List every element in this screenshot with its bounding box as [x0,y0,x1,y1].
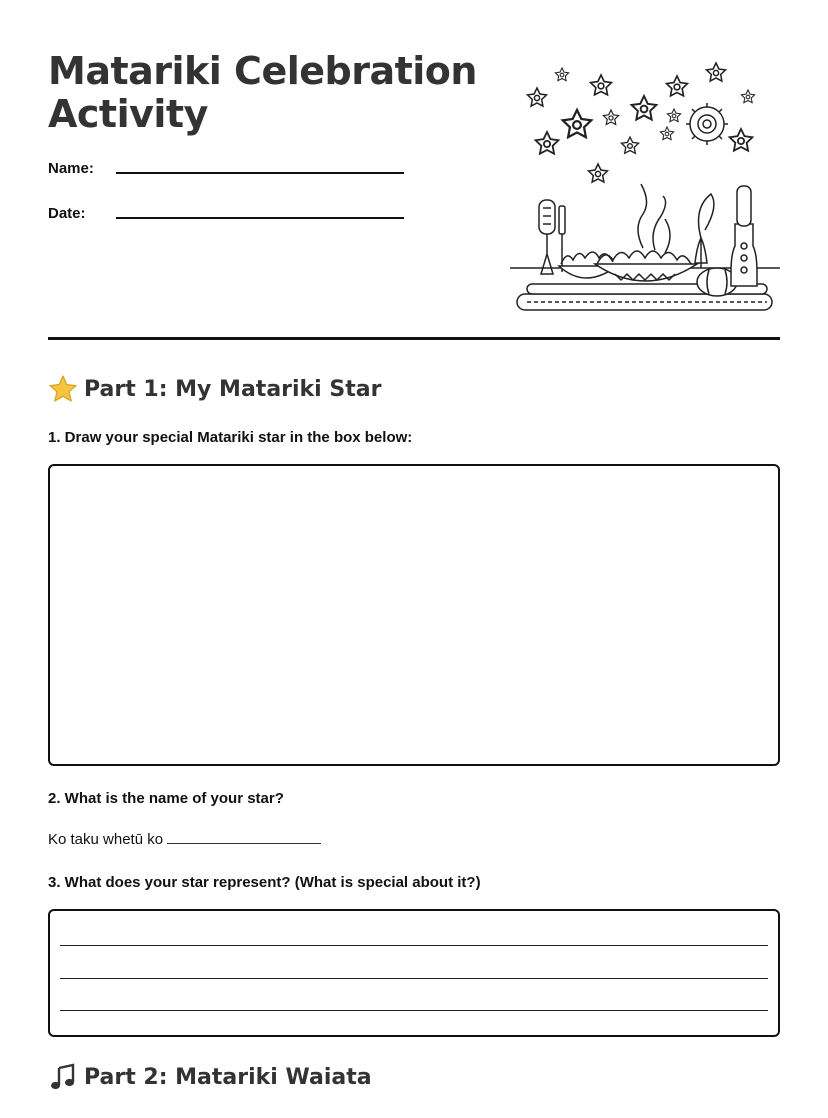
matariki-feast-illustration-icon [505,58,785,318]
date-write-line[interactable] [116,217,404,219]
header-divider [48,337,780,340]
star-meaning-box[interactable] [48,909,780,1037]
name-write-line[interactable] [116,172,404,174]
star-name-blank[interactable] [167,830,321,844]
question-1: 1. Draw your special Matariki star in the box below: [48,429,413,446]
page-title [48,50,488,136]
music-note-icon [48,1062,78,1092]
part-1-heading [48,372,381,406]
page-title-line-1: Matariki Celebration [48,49,477,93]
writing-line[interactable] [60,1010,768,1011]
name-field[interactable] [48,160,408,180]
star-icon [48,374,78,404]
question-3: 3. What does your star represent? (What is special about it?) [48,874,481,891]
star-name-prompt: Ko taku whetū ko [48,831,164,848]
star-name-answer [48,830,321,848]
part-1-heading-text: Part 1: My Matariki Star [84,376,382,402]
writing-line[interactable] [60,978,768,979]
part-2-heading-text: Part 2: Matariki Waiata [84,1064,372,1090]
question-2: 2. What is the name of your star? [48,790,284,807]
name-label: Name: [48,160,94,177]
date-field[interactable] [48,205,408,225]
star-drawing-box[interactable] [48,464,780,766]
writing-line[interactable] [60,945,768,946]
date-label: Date: [48,205,86,222]
part-2-heading [48,1060,372,1094]
page-title-line-2: Activity [48,92,208,136]
